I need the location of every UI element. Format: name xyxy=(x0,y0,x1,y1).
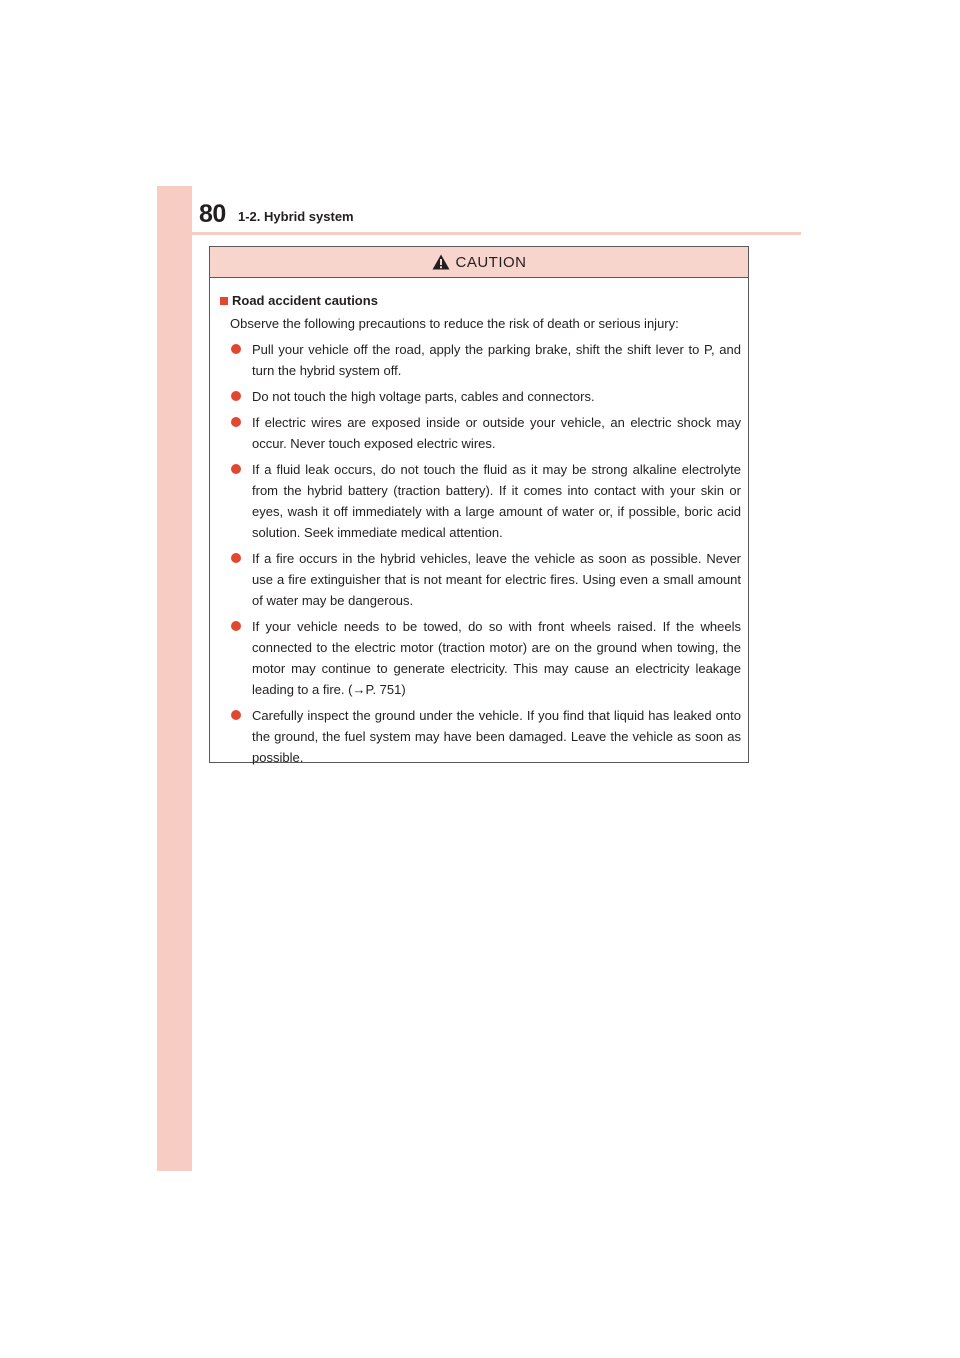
list-item xyxy=(230,459,741,543)
list-item xyxy=(230,705,741,768)
list-item-text: If a fire occurs in the hybrid vehicles, leave the vehicle as soon as possible. Never use a fire extinguisher that is not meant for electric fires. Using even a small amount of water may be dangerous. xyxy=(252,551,741,608)
bullet-dot-icon xyxy=(231,553,241,563)
list-item xyxy=(230,339,741,381)
list-item xyxy=(230,548,741,611)
topic-heading xyxy=(220,292,741,310)
bullet-dot-icon xyxy=(231,417,241,427)
square-marker-icon xyxy=(220,297,228,305)
list-item xyxy=(230,412,741,454)
caution-list xyxy=(220,339,741,768)
bullet-dot-icon xyxy=(231,621,241,631)
caution-header xyxy=(210,247,748,278)
list-item-text: If electric wires are exposed inside or outside your vehicle, an electric shock may occur. Never touch exposed electric wires. xyxy=(252,415,741,451)
side-tab-band xyxy=(157,186,192,1171)
caution-title: CAUTION xyxy=(455,253,527,271)
bullet-dot-icon xyxy=(231,464,241,474)
intro-text: Observe the following precautions to reduce the risk of death or serious injury: xyxy=(230,316,679,331)
list-item xyxy=(230,616,741,700)
list-item-text: If your vehicle needs to be towed, do so with front wheels raised. If the wheels connected to the electric motor (traction motor) are on the ground when towing, the motor may continue to generate electricity. This may cause an electricity leakage leading to a fire. (→P. 751) xyxy=(252,619,741,697)
bullet-dot-icon xyxy=(231,344,241,354)
list-item xyxy=(230,386,741,407)
warning-triangle-icon xyxy=(432,254,450,270)
bullet-dot-icon xyxy=(231,391,241,401)
caution-box xyxy=(209,246,749,763)
list-item-text: Pull your vehicle off the road, apply the parking brake, shift the shift lever to P, and turn the hybrid system off. xyxy=(252,342,741,378)
topic-heading-text: Road accident cautions xyxy=(232,293,378,308)
bullet-dot-icon xyxy=(231,710,241,720)
page-number: 80 xyxy=(199,200,226,228)
header-rule xyxy=(192,232,801,235)
list-item-text: Do not touch the high voltage parts, cables and connectors. xyxy=(252,389,595,404)
caution-body xyxy=(210,278,748,768)
list-item-text: If a fluid leak occurs, do not touch the fluid as it may be strong alkaline electrolyte from the hybrid battery (traction battery). If it comes into contact with your skin or eyes, wash it off immediately with a large amount of water or, if possible, boric acid solution. Seek immediate medical attention. xyxy=(252,462,741,540)
section-title: 1-2. Hybrid system xyxy=(238,209,354,224)
list-item-text: Carefully inspect the ground under the vehicle. If you find that liquid has leaked onto the ground, the fuel system may have been damaged. Leave the vehicle as soon as possible. xyxy=(252,708,741,765)
